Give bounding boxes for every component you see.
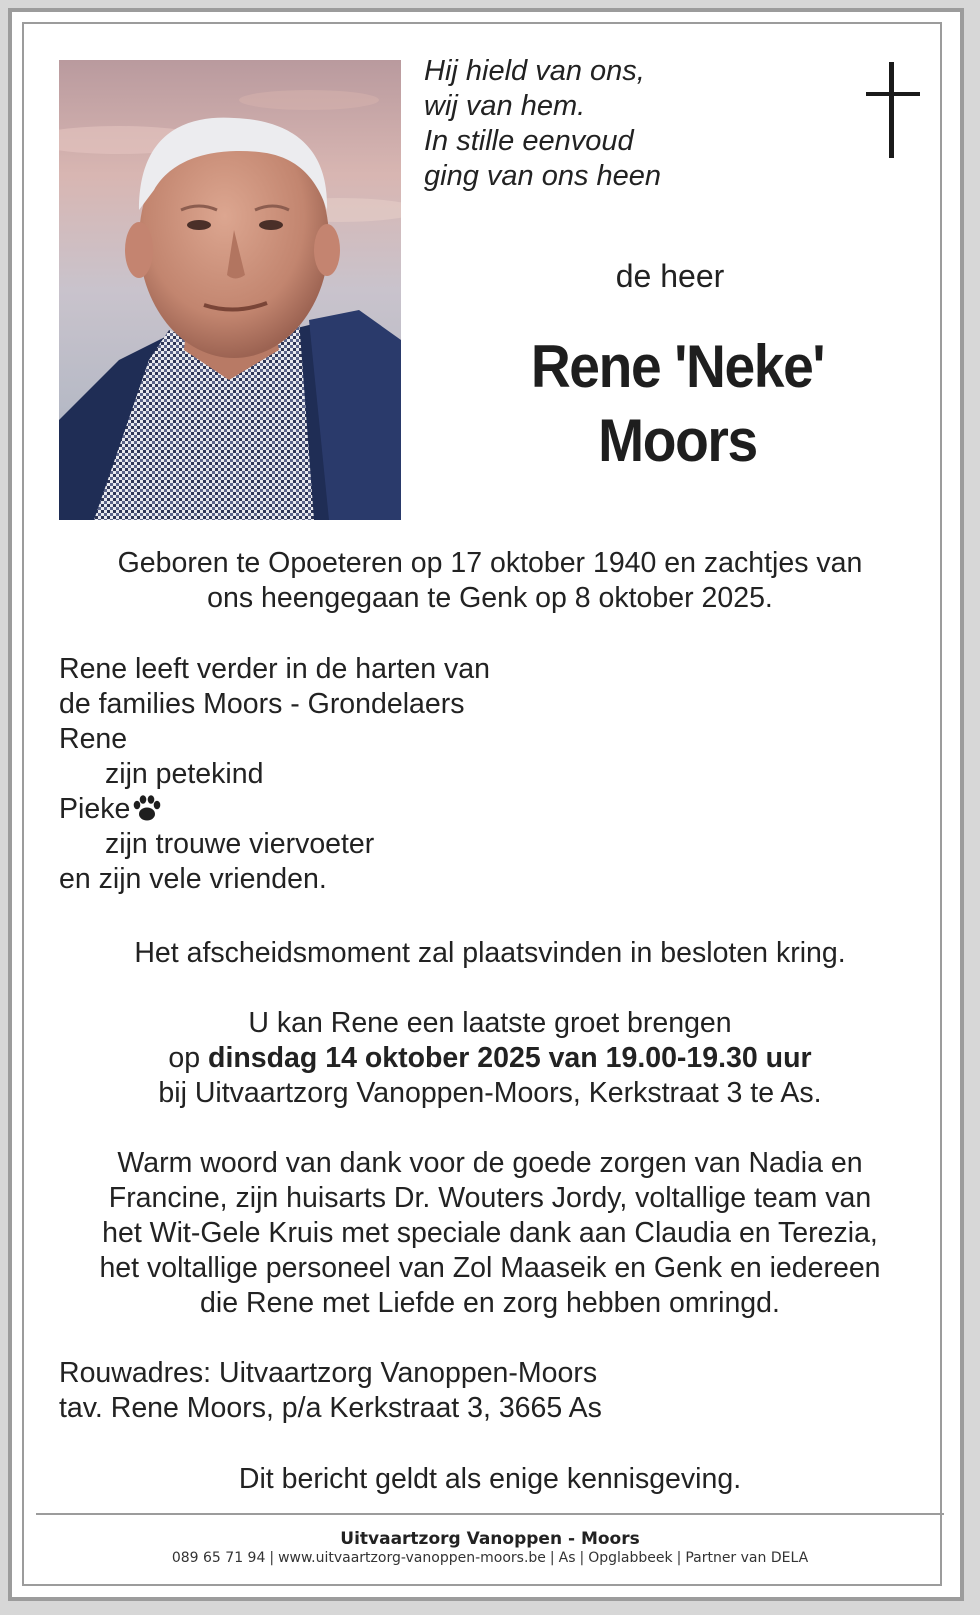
poem-line: In stille eenvoud xyxy=(424,125,634,157)
birth-death-text xyxy=(40,546,940,616)
family-line: de families Moors - Grondelaers xyxy=(59,688,465,720)
family-line: Rene xyxy=(59,723,128,755)
visit-block xyxy=(40,1006,940,1111)
portrait-photo xyxy=(59,60,401,520)
thanks-block xyxy=(40,1146,940,1321)
family-line: en zijn vele vrienden. xyxy=(59,863,327,895)
address-line-1: Rouwadres: Uitvaartzorg Vanoppen-Moors xyxy=(59,1357,598,1389)
footer-phone: 089 65 71 94 xyxy=(171,1550,266,1566)
visit-datetime: dinsdag 14 oktober 2025 van 19.00-19.30 uur xyxy=(208,1042,812,1074)
name-line-1: Rene 'Neke' xyxy=(530,333,825,400)
poem-line: ging van ons heen xyxy=(424,160,662,192)
notice-text: Dit bericht geldt als enige kennisgeving. xyxy=(238,1463,742,1495)
family-line: Rene leeft verder in de harten van xyxy=(59,653,490,685)
paw-icon xyxy=(132,794,162,822)
footer-separator: | xyxy=(269,1550,275,1566)
visit-line-1: U kan Rene een laatste groet brengen xyxy=(248,1007,732,1039)
deceased-name xyxy=(450,330,905,478)
family-line: zijn trouwe viervoeter xyxy=(105,828,375,860)
visit-prefix: op xyxy=(168,1042,201,1074)
poem-line: Hij hield van ons, xyxy=(424,55,645,87)
footer-separator: | xyxy=(676,1550,682,1566)
thanks-line: Warm woord van dank voor de goede zorgen van Nadia en xyxy=(117,1147,863,1179)
footer-website-link[interactable]: www.uitvaartzorg-vanoppen-moors.be xyxy=(278,1550,546,1566)
farewell-text: Het afscheidsmoment zal plaatsvinden in besloten kring. xyxy=(134,937,846,969)
cross-icon xyxy=(866,62,920,158)
thanks-line: die Rene met Liefde en zorg hebben omringd. xyxy=(200,1287,780,1319)
visit-line-2 xyxy=(40,1041,940,1076)
visit-line-3: bij Uitvaartzorg Vanoppen-Moors, Kerkstraat 3 te As. xyxy=(158,1077,822,1109)
honorific: de heer xyxy=(615,258,725,294)
footer-company: Uitvaartzorg Vanoppen - Moors xyxy=(340,1529,640,1549)
footer-partner: Partner van DELA xyxy=(685,1550,809,1566)
pet-name: Pieke xyxy=(59,793,131,825)
name-line-2: Moors xyxy=(598,407,757,474)
thanks-line: het Wit-Gele Kruis met speciale dank aan Claudia en Terezia, xyxy=(102,1217,878,1249)
pet-line xyxy=(59,792,939,827)
thanks-line: het voltallige personeel van Zol Maaseik en Genk en iedereen xyxy=(99,1252,881,1284)
poem xyxy=(424,54,804,194)
family-block xyxy=(59,652,939,897)
poem-line: wij van hem. xyxy=(424,90,586,122)
footer-location-as: As xyxy=(558,1550,576,1566)
birth-line-2: ons heengegaan te Genk op 8 oktober 2025. xyxy=(207,582,773,614)
footer-separator: | xyxy=(549,1550,555,1566)
footer-contact xyxy=(40,1550,940,1566)
birth-line-1: Geboren te Opoeteren op 17 oktober 1940 en zachtjes van xyxy=(117,547,863,579)
mourning-address xyxy=(59,1356,939,1426)
family-line: zijn petekind xyxy=(105,758,264,790)
thanks-line: Francine, zijn huisarts Dr. Wouters Jordy, voltallige team van xyxy=(108,1182,872,1214)
footer-separator: | xyxy=(579,1550,585,1566)
address-line-2: tav. Rene Moors, p/a Kerkstraat 3, 3665 As xyxy=(59,1392,602,1424)
footer-location-opglabbeek: Opglabbeek xyxy=(588,1550,673,1566)
footer-divider xyxy=(36,1513,944,1515)
